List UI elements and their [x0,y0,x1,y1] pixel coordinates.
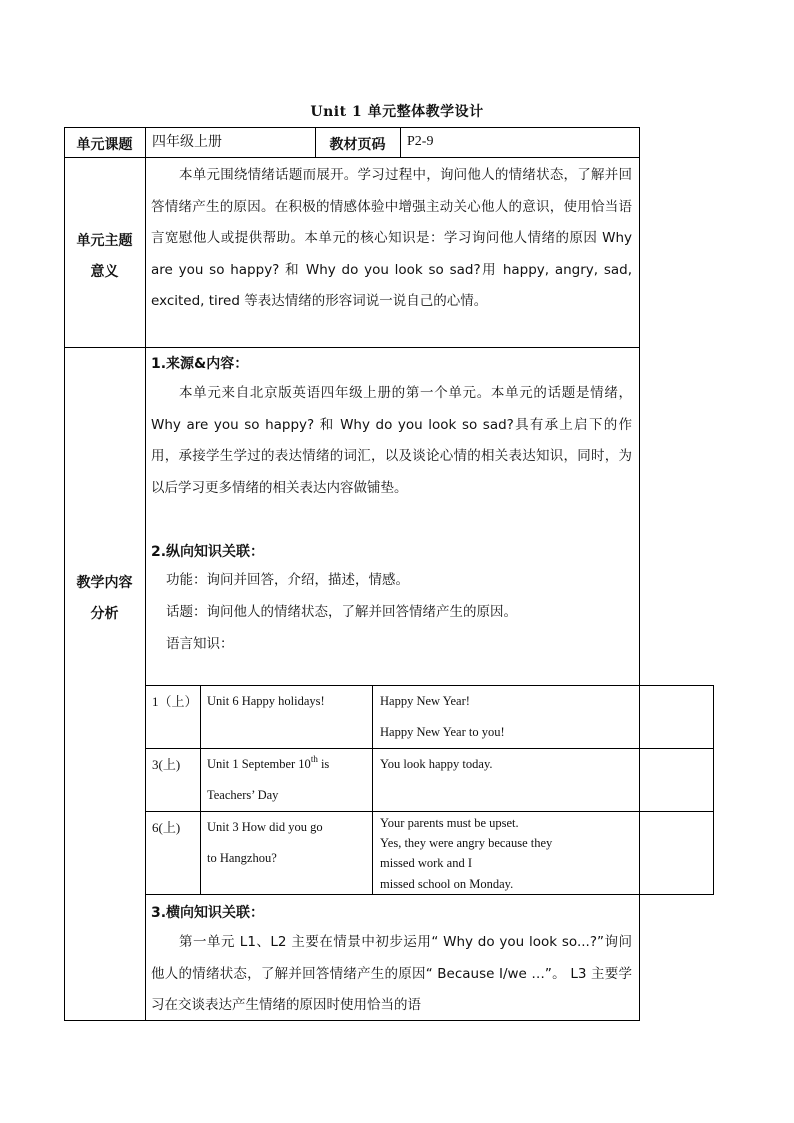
knowledge-phrase: Happy New Year! [380,694,470,708]
knowledge-col-divider [639,685,640,895]
knowledge-phrase: missed work and I [380,856,472,870]
section2-language: 语言知识： [166,636,234,652]
section2-function: 功能：询问并回答，介绍，描述，情感。 [166,572,409,588]
knowledge-phrase: missed school on Monday. [380,877,514,891]
page-label: 教材页码 [329,137,386,153]
knowledge-unit-text: Unit 1 September 10 [207,757,311,771]
column-divider [400,127,401,157]
knowledge-grade: 6(上) [152,820,181,835]
knowledge-phrase: You look happy today. [380,757,493,771]
knowledge-unit-line1: Unit 3 How did you go [207,820,323,834]
knowledge-grade: 1（上） [152,694,198,709]
row-divider [64,347,640,348]
knowledge-unit-line2: to Hangzhou? [207,851,277,865]
section1-text: 本单元来自北京版英语四年级上册的第一个单元。本单元的话题是情绪，Why are you so happy? 和 Why do you look so sad?具有承上启下的作用，承接学生学过的表达情绪的词汇，以及谈论心情的相关表达知识，同时，为以后学习更多情绪的相关表达内容做铺垫。 [151,385,632,496]
document-title: Unit 1 单元整体教学设计 [310,104,484,120]
row-divider [64,157,640,158]
section3-text: 第一单元 L1、L2 主要在情景中初步运用“ Why do you look so...?”询问他人的情绪状态，了解并回答情绪产生的原因“ Because I/we …”。 L3 主要学习在交谈表达产生情绪的原因时使用恰当的语 [151,934,632,1013]
unit-topic-label: 单元课题 [76,137,133,153]
knowledge-grade: 3(上) [152,757,181,772]
knowledge-phrase: Happy New Year to you! [380,725,505,739]
knowledge-unit-text-end: is [317,757,330,771]
theme-text: 本单元围绕情绪话题而展开。学习过程中，询问他人的情绪状态，了解并回答情绪产生的原因。在积极的情感体验中增强主动关心他人的意识，使用恰当语言宽慰他人或提供帮助。本单元的核心知识是：学习询问他人情绪的原因 Why are you so happy? 和 Why do you look so sad?用 happy, angry, sad, excited, tired 等表达情绪的形容词说一说自己的心情。 [151,167,632,309]
section2-topic: 话题：询问他人的情绪状态，了解并回答情绪产生的原因。 [166,604,517,620]
section2-heading: 2.纵向知识关联： [151,544,265,560]
knowledge-col-divider [200,685,201,895]
knowledge-col-divider [372,685,373,895]
knowledge-unit-sup: th [310,754,318,764]
theme-label-line2: 意义 [90,264,119,280]
analysis-label-line1: 教学内容 [76,575,133,591]
page-value: P2-9 [407,134,434,149]
section1-heading: 1.来源&内容： [151,356,249,372]
section3-heading: 3.横向知识关联： [151,905,265,921]
knowledge-unit-line1 [207,749,329,780]
theme-label-line1: 单元主题 [76,233,133,249]
knowledge-unit: Unit 6 Happy holidays! [207,694,325,708]
knowledge-unit-line2: Teachers’ Day [207,788,279,802]
knowledge-phrase: Yes, they were angry because they [380,836,553,850]
analysis-label-line2: 分析 [90,606,119,622]
knowledge-phrase: Your parents must be upset. [380,816,519,830]
unit-topic-value: 四年级上册 [152,134,222,150]
